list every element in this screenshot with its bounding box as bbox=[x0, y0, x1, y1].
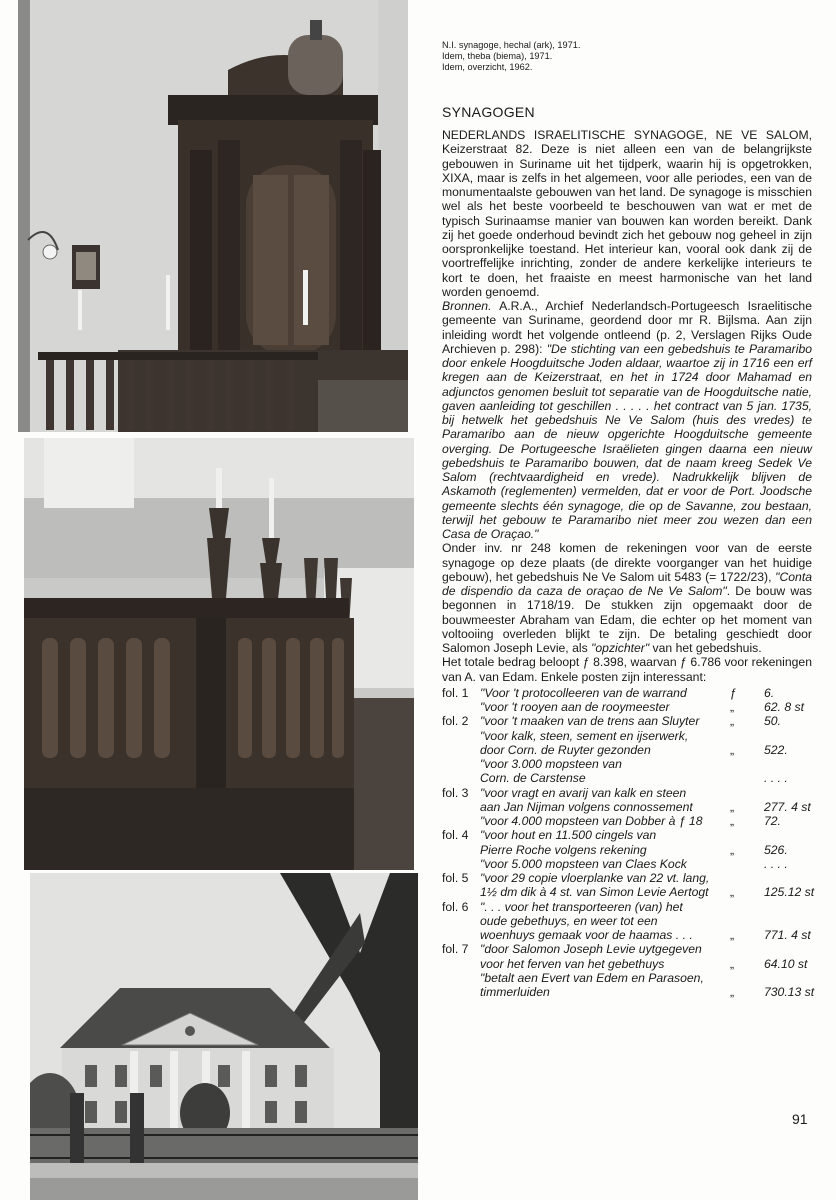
account-amount: 6. bbox=[764, 685, 775, 700]
account-currency bbox=[730, 857, 764, 871]
account-amount bbox=[764, 871, 812, 885]
account-entry bbox=[442, 885, 815, 900]
photo-bima bbox=[24, 438, 414, 870]
account-folio bbox=[442, 771, 480, 785]
account-entry bbox=[442, 971, 812, 985]
account-amount bbox=[764, 942, 812, 956]
account-description: "door Salomon Joseph Levie uytgegeven bbox=[480, 942, 702, 957]
exterior-photo-image bbox=[30, 873, 418, 1200]
account-amount: . . . . bbox=[764, 771, 788, 786]
account-currency bbox=[730, 871, 764, 885]
account-entry bbox=[442, 957, 812, 971]
account-amount bbox=[764, 786, 812, 800]
account-description: "voor 't maaken van de trens aan Sluyter bbox=[480, 714, 700, 729]
account-description: door Corn. de Ruyter gezonden bbox=[480, 742, 651, 757]
account-description: "voor vragt en avarij van kalk en steen bbox=[480, 785, 687, 800]
ark-photo-image bbox=[18, 0, 408, 432]
account-entry bbox=[442, 729, 812, 743]
caption-ark: N.I. synagoge, hechal (ark), 1971. bbox=[442, 40, 581, 50]
account-currency: „ bbox=[730, 928, 735, 942]
account-folio: fol. 4 bbox=[442, 828, 469, 843]
account-currency: „ bbox=[730, 842, 735, 857]
account-amount: 62. 8 st bbox=[764, 700, 804, 714]
page-number: 91 bbox=[792, 1111, 808, 1127]
account-folio: fol. 3 bbox=[442, 785, 469, 800]
account-entry bbox=[442, 714, 812, 728]
account-folio bbox=[442, 885, 480, 899]
account-folio bbox=[442, 729, 480, 743]
photo-captions bbox=[442, 40, 812, 74]
account-folio: fol. 6 bbox=[442, 899, 469, 914]
account-entry bbox=[442, 786, 812, 800]
paragraph-sources bbox=[442, 299, 812, 541]
account-folio bbox=[442, 928, 480, 942]
account-amount: 50. bbox=[764, 714, 781, 729]
account-currency bbox=[730, 900, 764, 914]
account-currency bbox=[730, 828, 764, 842]
photo-ark bbox=[18, 0, 408, 432]
account-currency bbox=[730, 786, 764, 800]
account-description: "voor 5.000 mopsteen van Claes Kock bbox=[480, 856, 687, 871]
account-folio bbox=[442, 857, 480, 871]
accounts-quote-2: "opzichter" bbox=[591, 641, 650, 655]
account-folio bbox=[442, 971, 480, 985]
account-folio bbox=[442, 985, 480, 999]
account-entry bbox=[442, 743, 812, 757]
account-folio bbox=[442, 743, 480, 757]
account-amount: 771. 4 st bbox=[764, 928, 811, 942]
account-folio bbox=[442, 800, 480, 814]
sources-quote: "De stichting van een gebedshuis te Paramaribo door enkele Hoogduitsche Joden aldaar, waartoe zij in 1716 een erf kregen aan de Keizerstraat, en het in 1724 door Mahamad en adjunctos genomen besluit tot separatie van de Hoogduitsche natie, gaven aanleiding tot geschillen . . . . . het contract van 5 jan. 1735, bij hetwelk het gebedshuis Ne Ve Salom (huis des vredes) te Paramaribo aan de nieuw opgerichte Hoogduitsche gemeente overging. De Portugeesche Israëlieten gingen daarna een nieuw gebedshuis te Paramaribo bouwen, dat de naam kreeg Sedek Ve Salom (rechtvaardigheid en vrede). Nadrukkelijk blijven de Askamoth (reglementen) vermelden, dat er voor de Port. Joodsche gemeente slechts één synagoge, die op de Savanne, zou bestaan, terwijl het gebouw te Paramaribo niet meer zou wezen dan een Casa de Oraçao." bbox=[442, 341, 813, 541]
account-entry bbox=[442, 928, 812, 942]
account-amount: 72. bbox=[764, 814, 781, 828]
account-currency: „ bbox=[730, 814, 735, 828]
bima-photo-image bbox=[24, 438, 414, 870]
account-description: oude gebethuys, en weer tot een bbox=[480, 913, 658, 928]
caption-overview: Idem, overzicht, 1962. bbox=[442, 62, 533, 73]
paragraph-accounts-intro bbox=[442, 541, 812, 655]
account-entry bbox=[442, 757, 812, 771]
account-description: Pierre Roche volgens rekening bbox=[480, 842, 647, 857]
account-currency bbox=[730, 729, 764, 743]
account-amount bbox=[764, 757, 812, 771]
account-amount bbox=[764, 900, 812, 914]
account-folio bbox=[442, 757, 480, 771]
account-amount: 730.13 st bbox=[764, 985, 815, 999]
account-entry bbox=[442, 871, 812, 885]
account-entry bbox=[442, 800, 812, 814]
accounts-text-c: van het gebedshuis. bbox=[649, 641, 762, 655]
account-currency bbox=[730, 757, 764, 771]
account-entry bbox=[442, 700, 812, 714]
account-folio bbox=[442, 814, 480, 828]
sources-text: A.R.A., Archief Nederlandsch-Portugeesch Israelitische gemeente van Suriname, geordend door mr R. Bijlsma. Aan zijn inleiding wordt het volgende ontleend (p. 2, Verslagen Rijks Oude Archieven p. 298): bbox=[442, 299, 812, 356]
account-entry bbox=[442, 771, 812, 785]
accounts-text-b: . De bouw was begonnen in 1718/19. De stukken zijn opgemaakt door de bouwmeester Abraham van Edam, die echter op het moment van voltooiing overleden blijkt te zijn. De betaling geschiedt door Salomon Joseph Levie, als bbox=[442, 584, 812, 655]
account-description: Corn. de Carstense bbox=[480, 771, 586, 786]
account-amount bbox=[764, 971, 812, 985]
account-amount: . . . . bbox=[764, 856, 788, 871]
paragraph-total: Het totale bedrag beloopt ƒ 8.398, waarvan ƒ 6.786 voor rekeningen van A. van Edam. Enkele posten zijn interessant: bbox=[442, 655, 812, 684]
account-folio: fol. 7 bbox=[442, 942, 469, 957]
account-entry bbox=[442, 843, 812, 857]
caption-bima: Idem, theba (biema), 1971. bbox=[442, 51, 553, 62]
account-amount: 277. 4 st bbox=[764, 799, 811, 814]
photo-exterior bbox=[30, 873, 418, 1200]
section-heading: SYNAGOGEN bbox=[442, 104, 535, 120]
account-currency: „ bbox=[730, 985, 735, 999]
account-folio bbox=[442, 843, 480, 857]
account-description: timmerluiden bbox=[480, 985, 550, 999]
account-entries bbox=[442, 685, 815, 1000]
account-folio: fol. 1 bbox=[442, 685, 469, 700]
paragraph-intro: NEDERLANDS ISRAELITISCHE SYNAGOGE, NE VE SALOM, Keizerstraat 82. Deze is niet alleen een van de belangrijkste gebouwen in Suriname uit het tijdperk, waarin hij is opgetrokken, XIXA, maar is zelfs in het algemeen, voor alle periodes, een van de monumentaalste gebouwen van het land. De synagoge is misschien wel als het beste voorbeeld te beschouwen van wat er met de typisch Surinaamse manier van bouwen kan worden bereikt. Dank zij het goede onderhoud bevindt zich het gebouw nog geheel in zijn oorspronkelijke toestand. Het interieur kan, vooral ook dank zij de voortreffelijke inrichting, zonder de andere kerkelijke interieurs te kort te doen, het fraaiste en meest harmonische van het land worden genoemd. bbox=[442, 128, 812, 299]
account-entry bbox=[442, 914, 812, 928]
account-entry bbox=[442, 857, 812, 871]
account-entry bbox=[442, 686, 812, 700]
account-amount: 125.12 st bbox=[764, 885, 815, 900]
account-amount bbox=[764, 729, 812, 743]
account-currency: „ bbox=[730, 885, 735, 900]
account-folio: fol. 2 bbox=[442, 714, 469, 729]
accounts-quote: "Conta de dispendio da caza de oraçao de Ne Ve Salom" bbox=[442, 569, 812, 598]
account-description: "voor kalk, steen, sement en ijserwerk, bbox=[480, 728, 689, 743]
account-currency: „ bbox=[730, 700, 735, 714]
account-description: "voor 4.000 mopsteen van Dobber à ƒ 18 bbox=[480, 814, 703, 828]
account-amount: 526. bbox=[764, 842, 788, 857]
account-description: 1½ dm dik à 4 st. van Simon Levie Aertogt bbox=[480, 885, 709, 900]
account-description: "voor 't rooyen aan de rooymeester bbox=[480, 700, 670, 714]
account-currency bbox=[730, 771, 764, 785]
accounts-text-a: Onder inv. nr 248 komen de rekeningen voor van de eerste synagoge op deze plaats (de direkte voorganger van het huidige gebouw), het gebedshuis Ne Ve Salom uit 5483 (= 1722/23), bbox=[442, 541, 812, 584]
account-currency: „ bbox=[730, 956, 735, 971]
account-description: "betalt aen Evert van Edem en Parasoen, bbox=[480, 970, 704, 985]
account-folio bbox=[442, 914, 480, 928]
sources-label: Bronnen. bbox=[442, 299, 492, 313]
article-body bbox=[442, 128, 815, 999]
account-currency: ƒ bbox=[730, 685, 737, 700]
account-description: woenhuys gemaak voor de haamas . . . bbox=[480, 928, 693, 942]
account-description: "voor hout en 11.500 cingels van bbox=[480, 828, 657, 843]
account-entry bbox=[442, 985, 815, 999]
account-amount: 64.10 st bbox=[764, 956, 808, 971]
account-amount bbox=[764, 828, 812, 842]
account-currency: „ bbox=[730, 742, 735, 757]
account-folio bbox=[442, 957, 480, 971]
account-folio: fol. 5 bbox=[442, 871, 469, 885]
account-entry bbox=[442, 942, 812, 956]
account-description: "voor 29 copie vloerplanke van 22 vt. lang, bbox=[480, 871, 710, 885]
account-description: aan Jan Nijman volgens connossement bbox=[480, 799, 693, 814]
account-description: "voor 3.000 mopsteen van bbox=[480, 757, 622, 771]
account-description: "Voor 't protocolleeren van de warrand bbox=[480, 685, 687, 700]
account-amount: 522. bbox=[764, 742, 788, 757]
account-currency bbox=[730, 914, 764, 928]
account-folio bbox=[442, 700, 480, 714]
account-currency: „ bbox=[730, 799, 735, 814]
account-currency bbox=[730, 942, 764, 956]
account-description: ". . . voor het transporteeren (van) het bbox=[480, 899, 683, 914]
account-currency bbox=[730, 971, 764, 985]
account-entry bbox=[442, 900, 812, 914]
account-entry bbox=[442, 828, 812, 842]
account-amount bbox=[764, 914, 812, 928]
account-currency: „ bbox=[730, 714, 735, 729]
account-description: voor het ferven van het gebethuys bbox=[480, 956, 665, 971]
account-entry bbox=[442, 814, 812, 828]
